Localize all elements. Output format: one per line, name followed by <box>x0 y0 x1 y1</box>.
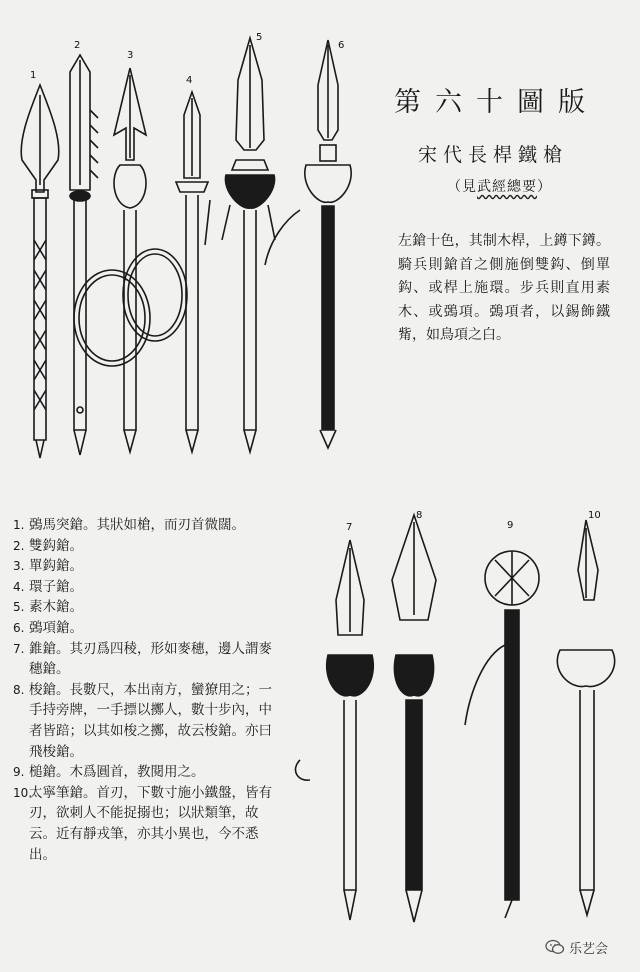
plate-subtitle: 宋代長桿鐵槍 <box>418 144 569 166</box>
spear-6-drawing <box>265 40 351 448</box>
spear-1-drawing <box>21 85 59 458</box>
spear-10-drawing <box>557 520 614 915</box>
plate-description: 左鎗十色，其制木桿，上鐏下鐏。騎兵則鎗首之側施倒雙鈎、倒單鈎、或桿上施環。步兵則直用素木、或鵶項。鵶項者，以錫飾鐵觜，如鳥項之白。 <box>398 233 610 343</box>
legend-item-7: 7. 錐鎗。其刃爲四稜，形如麥穗，邊人謂麥穗鎗。 <box>13 640 272 678</box>
spear-9-drawing <box>465 551 539 918</box>
legend-item-8: 8. 梭鎗。長數尺，本出南方，蠻獠用之；一手持旁牌，一手摽以擲人，數十步內，中者皆踣；以其如梭之擲，故云梭鎗。亦曰飛梭鎗。 <box>13 681 272 760</box>
weapon-number-4: 4 <box>186 75 193 86</box>
source-suffix: ） <box>537 179 552 195</box>
spear-8-drawing <box>392 515 436 922</box>
legend-item-6: 6. 鵶項鎗。 <box>13 619 83 636</box>
legend-item-3: 3. 單鈎鎗。 <box>13 558 83 575</box>
weapon-number-3: 3 <box>127 50 134 61</box>
weapon-number-2: 2 <box>74 40 81 51</box>
legend-item-2: 2. 雙鈎鎗。 <box>13 537 83 554</box>
source-note <box>447 176 552 196</box>
weapon-number-7: 7 <box>346 522 353 533</box>
source-title: 武經總要 <box>477 179 537 195</box>
watermark <box>545 936 608 958</box>
spear-2-drawing <box>70 55 98 455</box>
wechat-icon <box>545 939 565 955</box>
legend-item-5: 5. 素木鎗。 <box>13 599 83 616</box>
weapon-legend <box>13 515 275 865</box>
spear-7-drawing <box>295 540 373 920</box>
source-prefix: （見 <box>447 179 477 195</box>
weapon-number-5: 5 <box>256 32 263 43</box>
legend-item-10: 10. 太寧筆鎗。首刃，下數寸施小鐵盤，皆有刃，欲刺人不能捉搦也；以狀類筆，故云。近有靜戎筆，亦其小異也，今不悉出。 <box>13 784 272 863</box>
weapon-number-8: 8 <box>416 510 423 521</box>
legend-item-4: 4. 環子鎗。 <box>13 578 83 595</box>
legend-item-9: 9. 槌鎗。木爲圓首，教閱用之。 <box>13 764 205 781</box>
weapon-number-9: 9 <box>507 520 514 531</box>
weapon-number-10: 10 <box>588 510 601 521</box>
weapon-number-1: 1 <box>30 70 37 81</box>
plate-title: 第六十圖版 <box>394 87 599 118</box>
watermark-text: 乐艺会 <box>569 941 609 957</box>
spear-5-drawing <box>205 38 275 452</box>
weapon-number-6: 6 <box>338 40 345 51</box>
legend-item-1: 1. 鵶馬突鎗。其狀如槍，而刃首微闊。 <box>13 517 245 533</box>
